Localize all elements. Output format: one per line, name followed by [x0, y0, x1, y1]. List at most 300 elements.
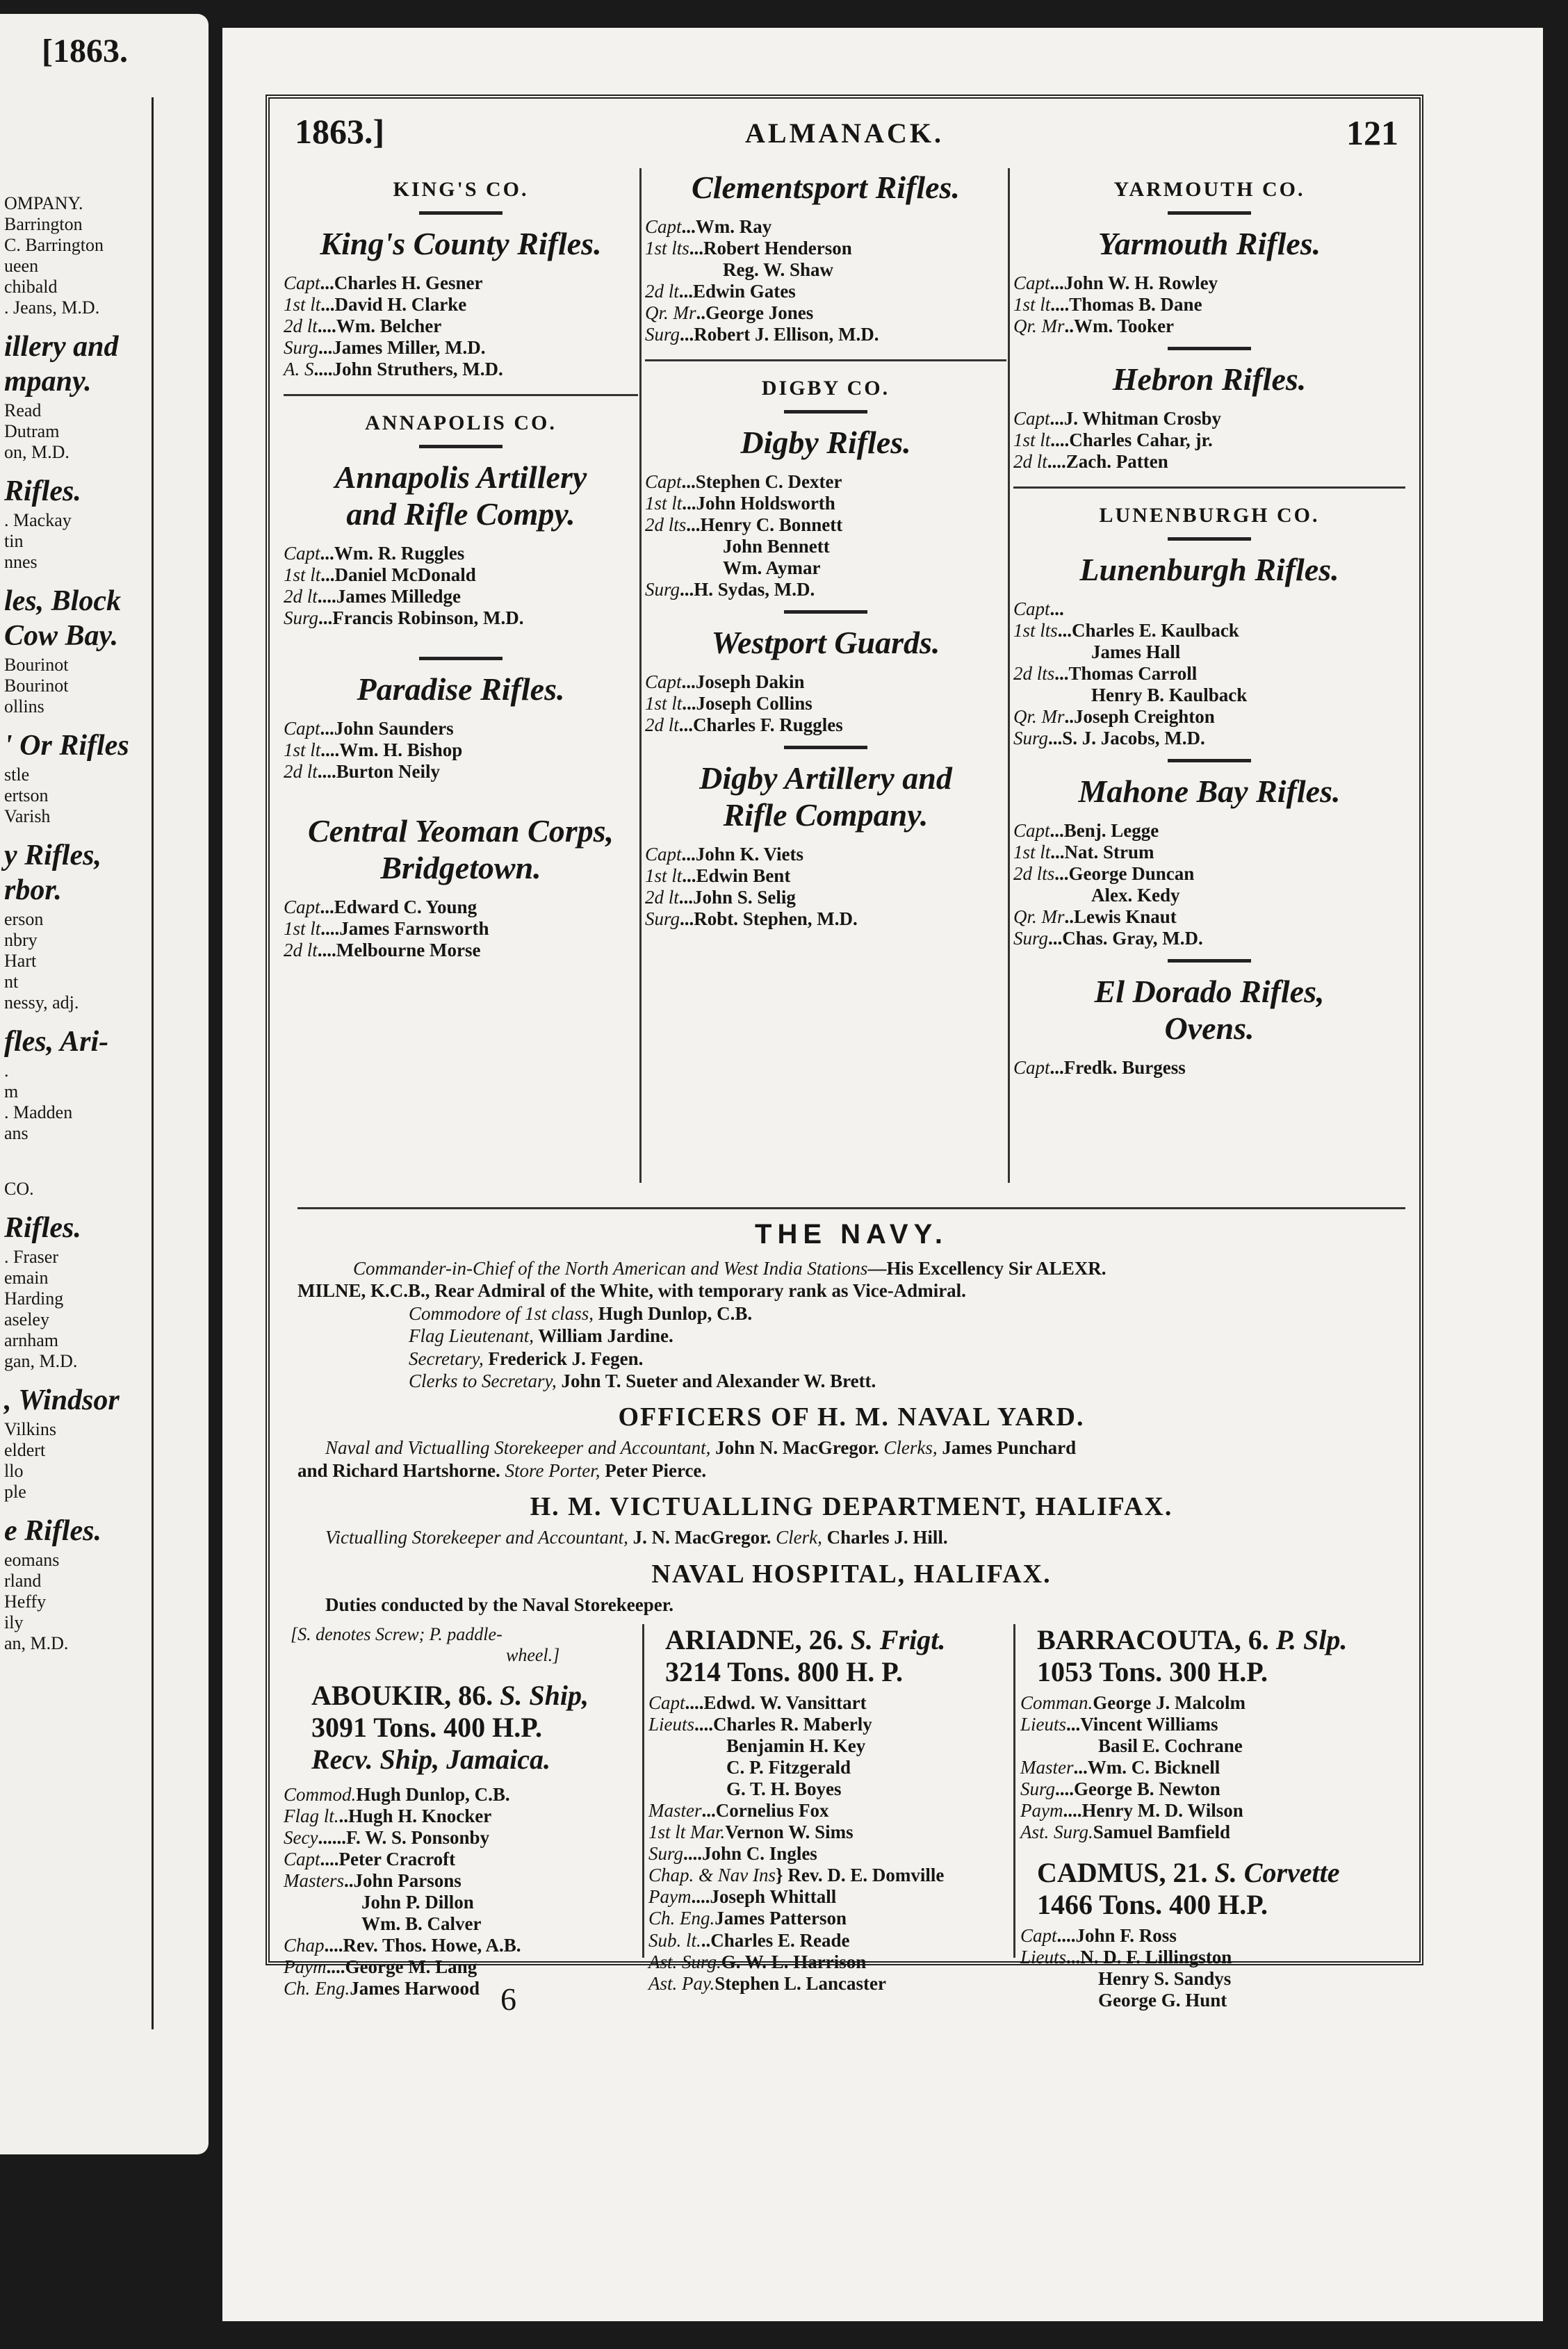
officer-name: John P. Dillon: [361, 1892, 474, 1913]
officer-list: [1013, 598, 1405, 749]
column-divider: [639, 168, 642, 1183]
officer-rank: 1st lt: [1013, 293, 1051, 315]
left-page-line: OMPANY.: [4, 193, 83, 213]
officer-line: [648, 1778, 1010, 1800]
officer-name: Henry S. Sandys: [1098, 1968, 1232, 1990]
ship-column-1: [284, 1624, 638, 1999]
unit-title-line: Digby Artillery and: [699, 760, 952, 796]
left-page-line: gan, M.D.: [4, 1351, 78, 1371]
officer-line: [645, 671, 1006, 693]
ship-column-2: [648, 1624, 1010, 1994]
officer-list: [645, 216, 1006, 345]
unit-title: [284, 813, 638, 887]
officer-rank: Masters: [284, 1869, 344, 1891]
officer-name: ....Melbourne Morse: [317, 940, 481, 960]
officer-name: ...Vincent Williams: [1066, 1714, 1218, 1735]
ship-column-3: [1020, 1624, 1419, 2011]
left-page-line: .: [4, 1061, 9, 1081]
officer-rank: 2d lt: [645, 887, 679, 908]
victualling-heading: H. M. VICTUALLING DEPARTMENT, HALIFAX.: [530, 1492, 1173, 1522]
officer-name: } Rev. D. E. Domville: [776, 1865, 945, 1886]
left-page-line: Bourinot: [4, 676, 69, 696]
navy-holder: Charles J. Hill.: [826, 1527, 948, 1548]
officer-name: ....Wm. H. Bishop: [320, 739, 463, 761]
officer-line: [645, 844, 1006, 865]
officer-line: [648, 1908, 1010, 1929]
header-year: 1863.]: [295, 112, 385, 151]
officer-line: [1013, 641, 1405, 663]
left-page-line: illery and: [4, 331, 119, 363]
left-page-line: ily: [4, 1612, 24, 1632]
officer-rank: Surg: [284, 607, 319, 629]
officer-name: ...Nat. Strum: [1050, 842, 1154, 863]
officer-name: ....Zach. Patten: [1047, 451, 1168, 473]
page-number: 121: [1346, 113, 1398, 152]
officer-line: [645, 514, 1006, 536]
navy-line: [297, 1437, 1405, 1459]
navy-office: Flag Lieutenant,: [409, 1325, 534, 1347]
officer-rank: 1st lt: [284, 293, 321, 315]
left-page-line: Hart: [4, 951, 37, 971]
officer-rank: Comman.: [1020, 1692, 1093, 1713]
left-page-line: rbor.: [4, 874, 62, 906]
officer-name: ...David H. Clarke: [320, 293, 467, 315]
officer-name: ...Wm. Ray: [681, 215, 772, 237]
officer-line: [1020, 1714, 1419, 1735]
officer-name: John Bennett: [723, 536, 830, 557]
left-page-line: mpany.: [4, 366, 92, 398]
officer-line: [648, 1973, 1010, 1995]
officer-rank: Qr. Mr: [1013, 706, 1065, 728]
officer-rank: Secy: [284, 1826, 318, 1848]
column-3: [1013, 163, 1405, 1184]
left-page-line: . Madden: [4, 1102, 73, 1122]
officer-name: ...Benj. Legge: [1050, 820, 1159, 842]
officer-line: [284, 1935, 638, 1956]
ship-name: [648, 1624, 1010, 1656]
county-heading: DIGBY CO.: [761, 377, 890, 400]
officer-line: [1013, 408, 1405, 429]
officer-rank: Qr. Mr: [645, 302, 696, 324]
officer-name: G. T. H. Boyes: [726, 1778, 842, 1800]
officer-list: [645, 844, 1006, 930]
officer-name: ...Charles E. Kaulback: [1057, 620, 1239, 641]
officer-name: ....James Milledge: [317, 586, 461, 607]
column-divider: [1008, 168, 1010, 1183]
officer-rank: Capt: [284, 1848, 320, 1869]
officer-name: ...John W. H. Rowley: [1050, 272, 1218, 293]
officer-rank: Master: [1020, 1757, 1074, 1778]
officer-name: Stephen L. Lancaster: [714, 1972, 887, 1994]
left-page-line: m: [4, 1081, 19, 1102]
left-page-line: nessy, adj.: [4, 992, 79, 1013]
left-page-line: e Rifles.: [4, 1515, 101, 1547]
officer-name: ....Joseph Whittall: [691, 1886, 837, 1908]
officer-rank: 2d lt: [645, 281, 679, 302]
officer-line: [284, 337, 638, 359]
officer-line: [648, 1930, 1010, 1951]
left-page-line: les, Block: [4, 585, 121, 617]
officer-line: [1013, 620, 1405, 641]
officer-line: [1020, 1925, 1419, 1947]
officer-line: [284, 897, 638, 918]
officer-name: ....George M. Lang: [326, 1956, 477, 1978]
officer-name: ...N. D. F. Lillingston: [1066, 1947, 1232, 1968]
officer-list: [1013, 408, 1405, 473]
officer-rank: Capt: [1013, 1057, 1050, 1079]
navy-line: [297, 1526, 1405, 1548]
navy-office: Commander-in-Chief of the North American and West India Stations: [353, 1258, 868, 1279]
officer-line: [645, 887, 1006, 908]
officer-rank: 1st lts: [645, 237, 689, 259]
officer-name: ...Stephen C. Dexter: [681, 471, 842, 493]
officer-rank: Capt: [284, 272, 320, 293]
officer-line: [645, 579, 1006, 600]
officer-name: ....Peter Cracroft: [320, 1848, 456, 1869]
officer-rank: Ast. Surg.: [648, 1951, 721, 1972]
officer-line: [284, 1827, 638, 1849]
officer-rank: 2d lts: [1013, 663, 1055, 685]
officer-rank: 2d lt: [284, 315, 318, 336]
navy-line: [297, 1348, 1405, 1370]
short-rule: [419, 445, 503, 448]
left-page-line: emain: [4, 1268, 49, 1288]
navy-office: Naval and Victualling Storekeeper and Accountant,: [325, 1437, 711, 1459]
officer-rank: A. S: [284, 359, 314, 380]
navy-office: Victualling Storekeeper and Accountant,: [325, 1527, 628, 1548]
officer-rank: Qr. Mr: [1013, 315, 1065, 336]
officer-line: [1020, 1735, 1419, 1757]
navy-office: Clerks,: [883, 1437, 938, 1459]
officer-rank: Capt: [648, 1692, 685, 1713]
officer-rank: Surg: [645, 579, 680, 600]
officer-name: Basil E. Cochrane: [1098, 1735, 1243, 1757]
officer-rank: Chap. & Nav Ins: [648, 1865, 776, 1886]
section-rule: [297, 1207, 1405, 1209]
officer-list: [648, 1692, 1010, 1995]
officer-line: [645, 865, 1006, 887]
officer-rank: 2d lt: [284, 761, 318, 783]
officer-name: ...George Duncan: [1054, 863, 1195, 885]
navy-holder: Peter Pierce.: [605, 1459, 707, 1481]
officer-name: ..Wm. Tooker: [1064, 315, 1175, 336]
officer-line: [1013, 706, 1405, 728]
ship-name: [1020, 1624, 1419, 1656]
officer-rank: 2d lts: [1013, 863, 1055, 885]
officer-name: ...J. Whitman Crosby: [1050, 407, 1222, 429]
header-title: ALMANACK.: [745, 117, 944, 149]
officer-rank: Surg: [1013, 928, 1049, 949]
left-page-line: aseley: [4, 1309, 49, 1329]
officer-name: ...S. J. Jacobs, M.D.: [1048, 728, 1205, 749]
column-divider: [1013, 1624, 1015, 1958]
officer-list: [1013, 1057, 1405, 1079]
county-heading: YARMOUTH CO.: [1113, 178, 1305, 201]
officer-name: Hugh Dunlop, C.B.: [356, 1783, 510, 1805]
officer-line: [645, 281, 1006, 302]
officer-line: [1013, 685, 1405, 706]
navy-title: THE NAVY.: [755, 1219, 948, 1250]
naval-yard-heading: OFFICERS OF H. M. NAVAL YARD.: [618, 1402, 1085, 1432]
left-page-line: Heffy: [4, 1591, 47, 1612]
officer-line: [284, 543, 638, 564]
officer-name: Vernon W. Sims: [725, 1822, 854, 1843]
unit-title: Digby Rifles.: [740, 425, 911, 461]
officer-name: ...Charles H. Gesner: [320, 272, 483, 293]
left-page-line: chibald: [4, 277, 58, 297]
officer-line: [284, 718, 638, 739]
officer-name: ....James Farnsworth: [320, 917, 489, 939]
officer-line: [284, 272, 638, 294]
ship-class: S. Ship,: [500, 1679, 589, 1711]
short-rule: [784, 746, 867, 749]
unit-title-line: Central Yeoman Corps,: [307, 813, 614, 849]
officer-name: James Harwood: [350, 1978, 480, 1999]
officer-rank: Chap: [284, 1935, 325, 1956]
left-page-line: nbry: [4, 930, 38, 950]
short-rule: [419, 657, 503, 660]
officer-name: G. W. L. Harrison: [721, 1951, 867, 1972]
left-page-line: Read: [4, 400, 42, 420]
unit-title: King's County Rifles.: [320, 226, 602, 261]
left-page-line: Varish: [4, 806, 51, 826]
unit-title: Lunenburgh Rifles.: [1079, 552, 1339, 588]
officer-rank: Capt: [284, 896, 320, 917]
navy-office: Clerk,: [776, 1527, 822, 1548]
officer-name: ..George Jones: [696, 302, 814, 324]
ship-station: [284, 1744, 638, 1776]
officer-name: ..John Parsons: [344, 1869, 462, 1891]
officer-name: ...Robert J. Ellison, M.D.: [680, 324, 879, 345]
officer-line: [1013, 820, 1405, 842]
officer-rank: Lieuts: [1020, 1714, 1067, 1735]
officer-rank: 1st lt: [645, 693, 683, 714]
navy-line: [297, 1257, 1405, 1279]
officer-name: ....Thomas B. Dane: [1050, 293, 1202, 315]
officer-line: [645, 216, 1006, 238]
officer-list: [1020, 1692, 1419, 1843]
navy-holder: Frederick J. Fegen.: [488, 1348, 644, 1369]
navy-office: Store Porter,: [505, 1459, 601, 1481]
officer-line: [284, 1956, 638, 1978]
officer-name: ...Francis Robinson, M.D.: [318, 607, 524, 629]
column-divider: [642, 1624, 644, 1958]
navy-line: MILNE, K.C.B., Rear Admiral of the White, with temporary rank as Vice-Admiral.: [297, 1280, 966, 1302]
county-heading: ANNAPOLIS CO.: [365, 411, 557, 435]
officer-line: [648, 1822, 1010, 1843]
officer-rank: Capt: [1020, 1925, 1057, 1947]
officer-line: [284, 1978, 638, 1999]
left-page-line: . Mackay: [4, 510, 72, 530]
officer-line: [645, 471, 1006, 493]
officer-name: ...Joseph Collins: [682, 693, 812, 714]
column-2: [645, 163, 1006, 1184]
navy-line: [297, 1370, 1405, 1392]
left-page-line: Barrington: [4, 214, 83, 234]
ship-name: [284, 1680, 638, 1712]
officer-rank: Capt: [645, 844, 682, 865]
left-page-line: Dutram: [4, 421, 60, 441]
officer-rank: Capt: [645, 671, 682, 693]
officer-line: [1020, 1822, 1419, 1843]
unit-title: [284, 459, 638, 533]
officer-line: [1013, 1057, 1405, 1079]
left-page-line: nnes: [4, 552, 38, 572]
officer-name: ...Edward C. Young: [320, 896, 477, 917]
officer-name: ....John Struthers, M.D.: [313, 359, 503, 380]
officer-list: [1013, 272, 1405, 337]
officer-name: Alex. Kedy: [1091, 885, 1180, 906]
short-rule: [784, 410, 867, 414]
officer-rank: 1st lt: [645, 865, 683, 887]
page-frame: [266, 95, 1423, 2011]
officer-name: ...Charles F. Ruggles: [678, 714, 843, 736]
officer-name: James Patterson: [714, 1908, 847, 1929]
officer-name: ....John C. Ingles: [683, 1843, 817, 1865]
officer-line: [645, 908, 1006, 930]
officer-line: [284, 564, 638, 586]
ship-name-text: BARRACOUTA, 6.: [1037, 1624, 1269, 1655]
officer-name: ..Joseph Creighton: [1064, 706, 1215, 728]
left-page-line: fles, Ari-: [4, 1026, 109, 1058]
ship-class: P. Slp.: [1275, 1624, 1348, 1655]
officer-name: ....Charles R. Maberly: [694, 1714, 872, 1735]
officer-name: ...John Saunders: [320, 717, 454, 739]
navy-holder: Hugh Dunlop, C.B.: [598, 1302, 753, 1324]
officer-name: ...John K. Viets: [681, 844, 804, 865]
officer-name: ...: [1050, 598, 1064, 619]
officer-line: [1020, 1800, 1419, 1822]
officer-line: [1013, 316, 1405, 337]
officer-name: ...Cornelius Fox: [701, 1800, 829, 1822]
column-1: [284, 163, 638, 1184]
officer-line: [1013, 272, 1405, 294]
officer-rank: 1st lt Mar.: [648, 1822, 726, 1843]
officer-line: [284, 1913, 638, 1935]
ship-name-text: ABOUKIR, 86.: [311, 1679, 493, 1711]
navy-line: [297, 1459, 1405, 1482]
officer-line: [284, 761, 638, 783]
officer-rank: 2d lt: [284, 940, 318, 960]
officer-name: ....Rev. Thos. Howe, A.B.: [324, 1935, 521, 1956]
unit-title-line: Ovens.: [1164, 1010, 1255, 1047]
unit-title: Mahone Bay Rifles.: [1078, 774, 1341, 810]
officer-line: [1013, 863, 1405, 885]
officer-line: [645, 536, 1006, 557]
officer-name: ...Wm. C. Bicknell: [1073, 1757, 1220, 1778]
navy-office: Clerks to Secretary,: [409, 1370, 557, 1391]
unit-title-line: Rifle Company.: [723, 797, 929, 833]
unit-title: [1013, 974, 1405, 1047]
officer-line: [648, 1951, 1010, 1973]
navy-holder: William Jardine.: [538, 1325, 673, 1347]
left-page-line: rland: [4, 1571, 42, 1591]
left-page-line: on, M.D.: [4, 442, 70, 462]
officer-name: ...Henry C. Bonnett: [686, 514, 843, 536]
ship-name-text: CADMUS, 21.: [1037, 1857, 1208, 1889]
ship-tonnage: 3091 Tons. 400 H.P.: [311, 1711, 542, 1743]
officer-rank: Surg: [284, 337, 319, 359]
officer-rank: Capt: [1013, 407, 1050, 429]
ship-name: [1020, 1857, 1419, 1889]
navy-holder: John N. MacGregor.: [715, 1437, 879, 1459]
officer-line: [284, 316, 638, 337]
officer-rank: Capt: [645, 215, 682, 237]
officer-name: Wm. B. Calver: [361, 1913, 482, 1935]
officer-rank: Surg: [645, 324, 680, 345]
navy-office: Commodore of 1st class,: [409, 1302, 594, 1324]
officer-name: ...John S. Selig: [678, 887, 796, 908]
officer-line: [648, 1843, 1010, 1865]
left-page-line: ertson: [4, 785, 49, 805]
left-page-line: Rifles.: [4, 475, 81, 507]
officer-line: [284, 1892, 638, 1913]
officer-rank: Capt: [284, 717, 320, 739]
left-page-line: C. Barrington: [4, 235, 104, 255]
left-page-line: eomans: [4, 1550, 60, 1570]
navy-holder: J. N. MacGregor.: [632, 1527, 771, 1548]
left-page-line: arnham: [4, 1330, 58, 1350]
officer-rank: 1st lt: [284, 564, 321, 585]
officer-line: [1013, 429, 1405, 451]
unit-title-line: Annapolis Artillery: [334, 459, 587, 496]
officer-line: [1020, 1778, 1419, 1800]
unit-title: Hebron Rifles.: [1112, 361, 1307, 398]
left-page-line: . Fraser: [4, 1247, 58, 1267]
officer-line: [1020, 1757, 1419, 1778]
short-rule: [1168, 347, 1251, 350]
officer-line: [284, 607, 638, 629]
officer-list: [284, 543, 638, 629]
section-rule: [1013, 486, 1405, 489]
officer-line: [645, 557, 1006, 579]
unit-title-line: Bridgetown.: [380, 850, 541, 886]
officer-line: [284, 1849, 638, 1870]
officer-rank: Ch. Eng.: [284, 1978, 350, 1999]
short-rule: [1168, 211, 1251, 215]
officer-rank: 2d lts: [645, 514, 687, 536]
left-page-line: Cow Bay.: [4, 620, 119, 652]
officer-name: ....George B. Newton: [1055, 1778, 1220, 1800]
left-page-line: , Windsor: [4, 1384, 120, 1416]
officer-line: [284, 586, 638, 607]
officer-line: [1020, 1947, 1419, 1968]
officer-name: C. P. Fitzgerald: [726, 1757, 851, 1778]
officer-name: James Hall: [1091, 641, 1181, 663]
officer-rank: Master: [648, 1800, 702, 1822]
officer-name: ...Joseph Dakin: [681, 671, 805, 693]
officer-name: ..Hugh H. Knocker: [338, 1805, 492, 1826]
running-header: [284, 107, 1405, 156]
officer-line: [645, 714, 1006, 736]
officer-rank: Capt: [645, 471, 682, 493]
navy-line: Duties conducted by the Naval Storekeeper.: [325, 1594, 673, 1615]
signature-mark: 6: [500, 1981, 516, 2017]
officer-line: [645, 324, 1006, 345]
left-page-line: eldert: [4, 1440, 46, 1460]
left-page-line: ans: [4, 1123, 28, 1143]
officer-line: [648, 1714, 1010, 1735]
navy-line: [297, 1325, 1405, 1347]
officer-line: [1013, 598, 1405, 620]
officer-name: Wm. Aymar: [723, 557, 821, 579]
officer-name: ...H. Sydas, M.D.: [680, 579, 815, 600]
short-rule: [784, 610, 867, 614]
officer-name: ....Henry M. D. Wilson: [1063, 1800, 1243, 1822]
ship-class: S. Frigt.: [850, 1624, 946, 1655]
officer-list: [645, 471, 1006, 600]
section-rule: [645, 359, 1006, 361]
